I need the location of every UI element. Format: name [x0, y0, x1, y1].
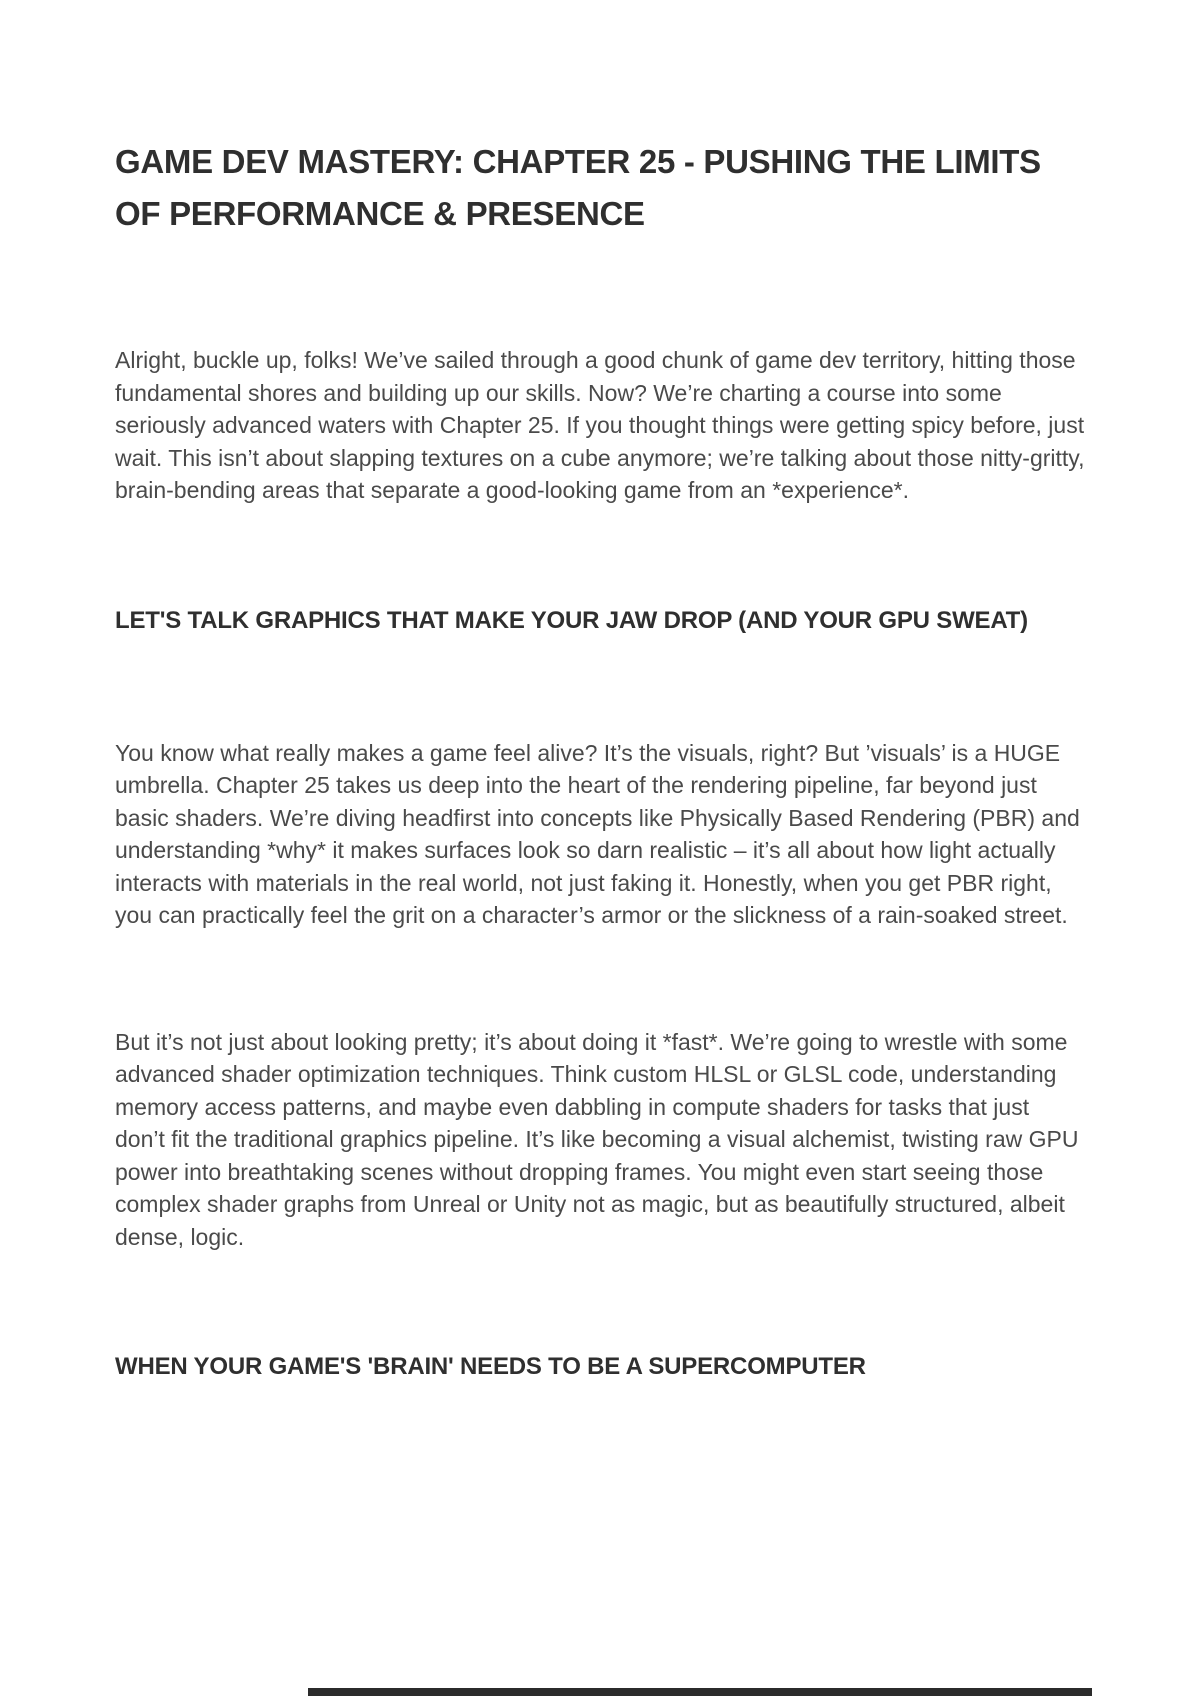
- intro-paragraph: Alright, buckle up, folks! We’ve sailed through a good chunk of game dev territory, hitting those fundamental shores and building up our skills. Now? We’re charting a course into some seriously advanced waters with Chapter 25. If you thought things were getting spicy before, just wait. This isn’t about slapping textures on a cube anymore; we’re talking about those nitty-gritty, brain-bending areas that separate a good-looking game from an *experience*.: [115, 347, 1085, 503]
- graphics-paragraph-2: But it’s not just about looking pretty; it’s about doing it *fast*. We’re going to wrestle with some advanced shader optimization techniques. Think custom HLSL or GLSL code, understanding memory access patterns, and maybe even dabbling in compute shaders for tasks that just don’t fit the traditional graphics pipeline. It’s like becoming a visual alchemist, twisting raw GPU power into breathtaking scenes without dropping frames. You might even start seeing those complex shader graphs from Unreal or Unity not as magic, but as beautifully structured, albeit dense, logic.: [115, 1028, 1079, 1250]
- truncated-dark-block: [308, 1688, 1092, 1696]
- page-title: GAME DEV MASTERY: CHAPTER 25 - PUSHING THE LIMITS OF PERFORMANCE & PRESENCE: [115, 143, 1041, 232]
- graphics-paragraph-1: You know what really makes a game feel alive? It’s the visuals, right? But ’visuals’ is a HUGE umbrella. Chapter 25 takes us deep into the heart of the rendering pipeline, far beyond just basic shaders. We’re diving headfirst into concepts like Physically Based Rendering (PBR) and understanding *why* it makes surfaces look so darn realistic – it’s all about how light actually interacts with materials in the real world, not just faking it. Honestly, when you get PBR right, you can practically feel the grit on a character’s armor or the slickness of a rain-soaked street.: [115, 739, 1080, 928]
- section-heading-supercomputer: WHEN YOUR GAME'S 'BRAIN' NEEDS TO BE A SUPERCOMPUTER: [115, 1353, 866, 1380]
- section-heading-graphics: LET'S TALK GRAPHICS THAT MAKE YOUR JAW DROP (AND YOUR GPU SWEAT): [115, 606, 1028, 634]
